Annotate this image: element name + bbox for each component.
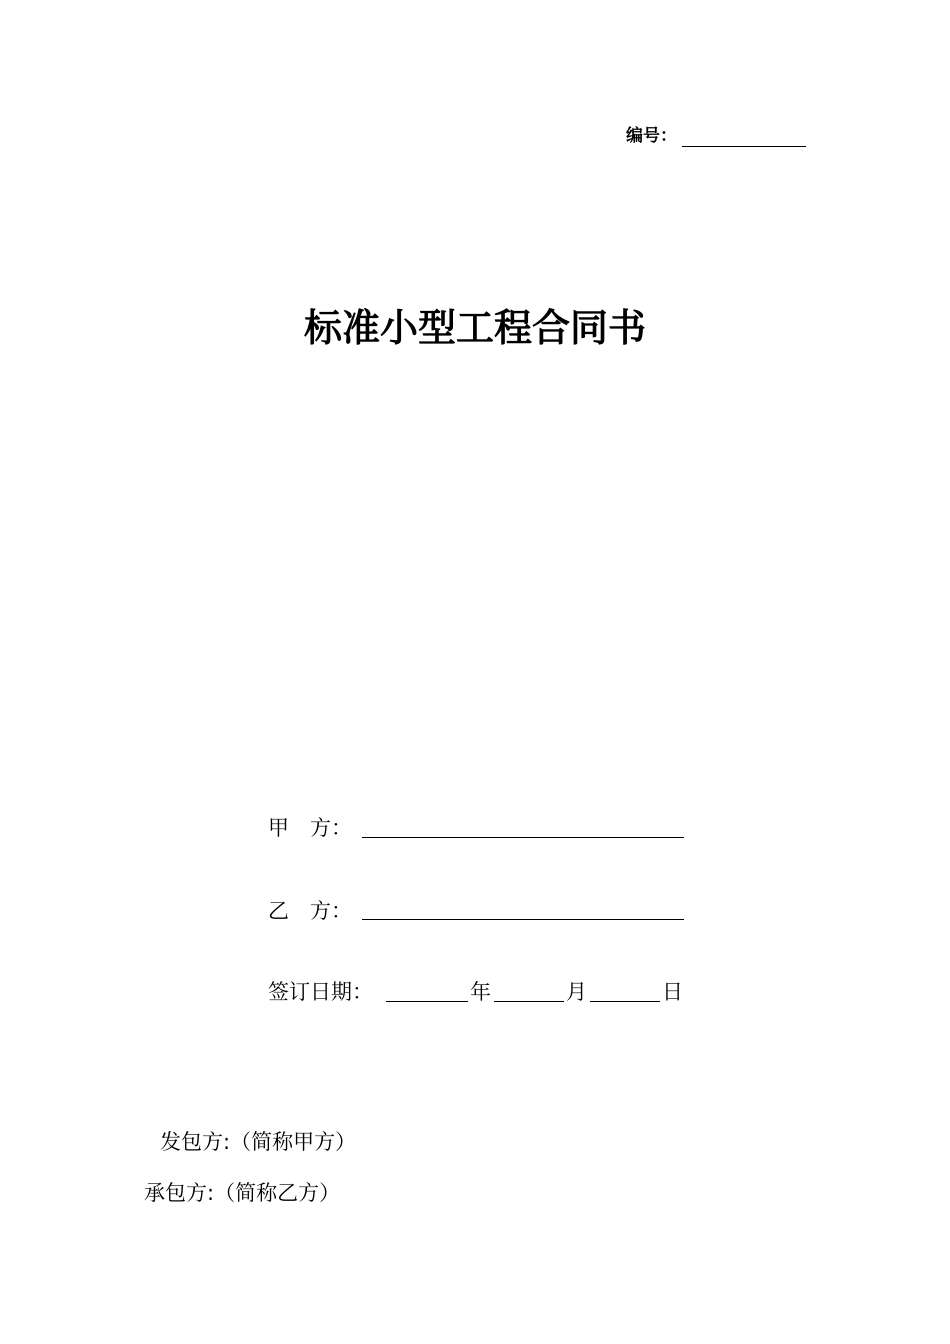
sign-year-blank [386, 1001, 468, 1002]
party-a-label: 甲 方： [268, 816, 352, 840]
contractor-line: 承包方:（简称乙方） [144, 1181, 341, 1205]
party-b-label: 乙 方： [268, 899, 352, 923]
employer-line: 发包方:（简称甲方） [160, 1130, 357, 1154]
sign-day-blank [590, 1001, 660, 1002]
sign-month-blank [494, 1001, 564, 1002]
sign-month-label: 月 [566, 980, 587, 1004]
sign-day-label: 日 [662, 980, 683, 1004]
party-b-blank [362, 919, 684, 920]
contract-number-blank [682, 146, 806, 147]
party-a-blank [362, 837, 684, 838]
sign-date-label: 签订日期： [268, 980, 373, 1004]
document-title: 标准小型工程合同书 [303, 305, 646, 350]
contract-number-label: 编号： [626, 126, 677, 146]
sign-year-label: 年 [470, 980, 491, 1004]
